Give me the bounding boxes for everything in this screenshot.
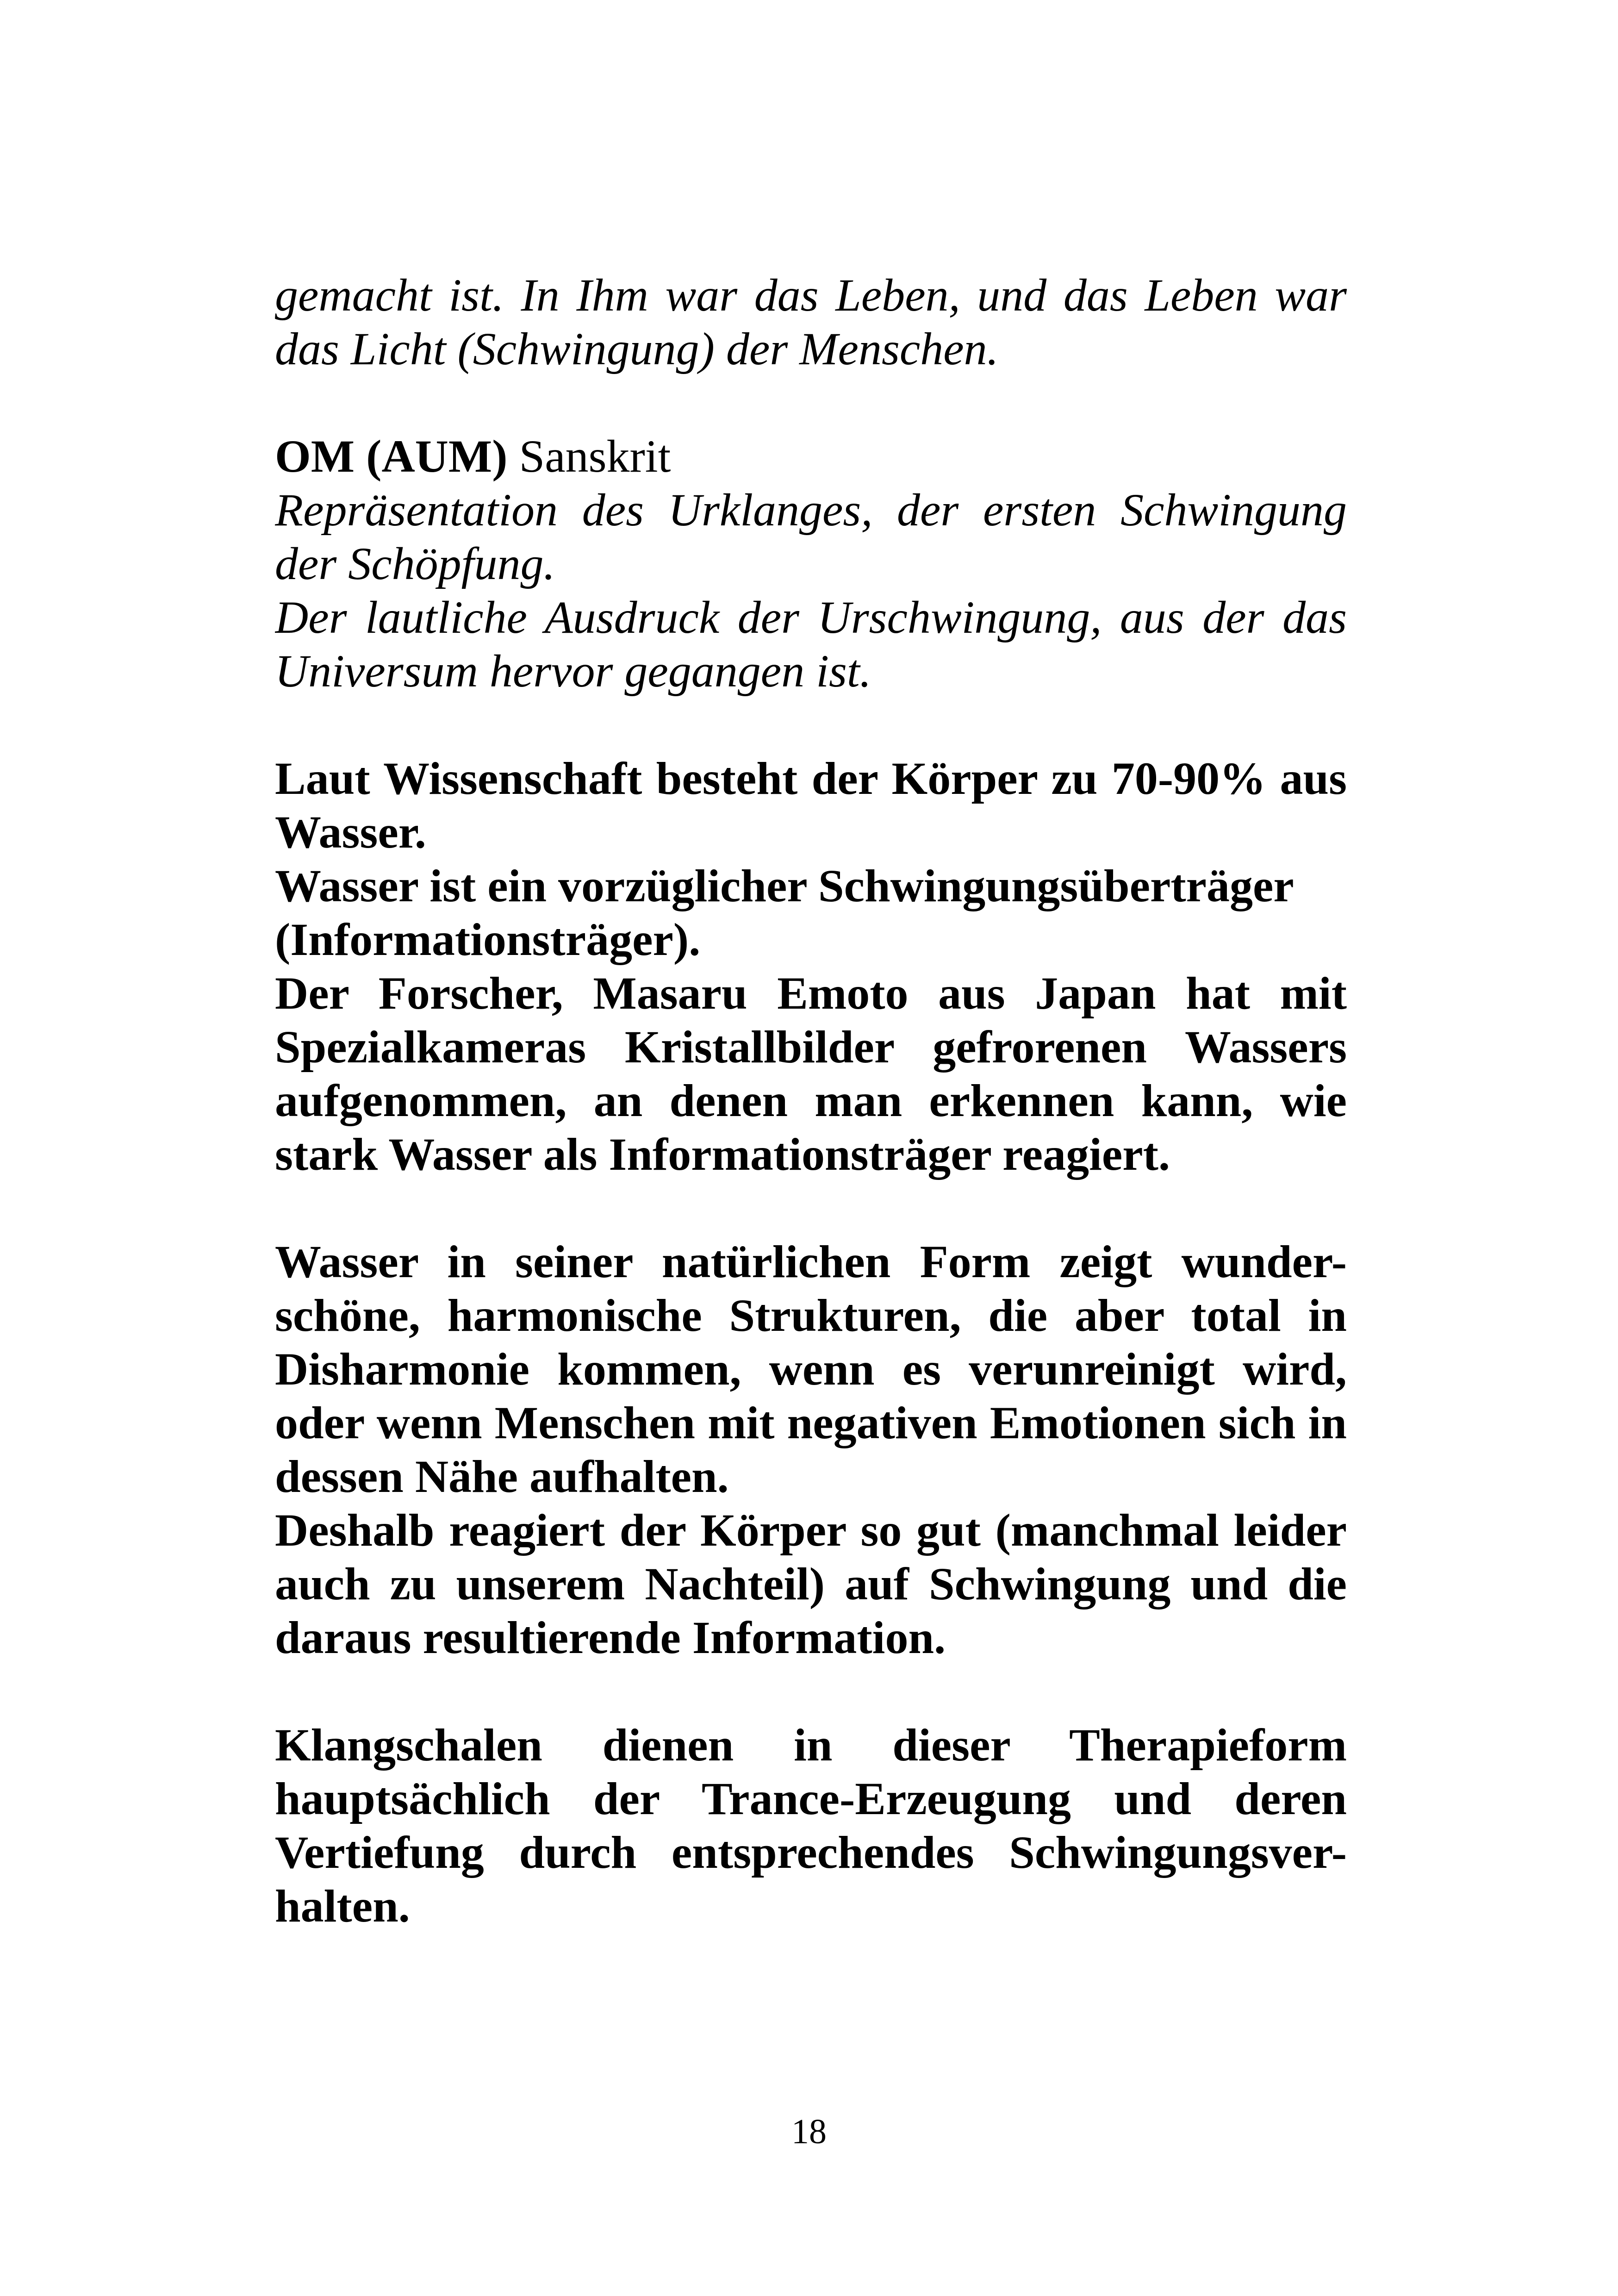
text-line: Laut Wissenschaft besteht der Körper zu 70-90% aus bbox=[275, 753, 1347, 804]
text-line: Repräsentation des Urklanges, der ersten Schwingung bbox=[275, 484, 1347, 536]
paragraph-singing-bowls bbox=[275, 1718, 1347, 1933]
text-line: halten. bbox=[275, 1880, 410, 1932]
text-line: Der lautliche Ausdruck der Urschwingung, aus der das bbox=[275, 592, 1347, 643]
paragraph-gap bbox=[275, 376, 1347, 430]
paragraph-water-structures bbox=[275, 1235, 1347, 1665]
om-heading-bold: OM (AUM) bbox=[275, 430, 508, 482]
om-heading bbox=[275, 430, 1347, 483]
text-line: aufgenommen, an denen man erkennen kann, wie bbox=[275, 1075, 1347, 1126]
paragraph-om-definition bbox=[275, 483, 1347, 698]
text-line: Spezialkameras Kristallbilder gefrorenen Wassers bbox=[275, 1021, 1347, 1073]
paragraph-gap bbox=[275, 1181, 1347, 1235]
text-line: Vertiefung durch entsprechendes Schwingungsver- bbox=[275, 1827, 1347, 1878]
text-line: der Schöpfung. bbox=[275, 538, 555, 589]
text-line: gemacht ist. In Ihm war das Leben, und das Leben war bbox=[275, 269, 1347, 321]
text-line: Universum hervor gegangen ist. bbox=[275, 645, 871, 697]
text-line: Disharmonie kommen, wenn es verunreinigt wird, bbox=[275, 1343, 1347, 1395]
paragraph-john-quote bbox=[275, 268, 1347, 376]
text-line: schöne, harmonische Strukturen, die aber total in bbox=[275, 1290, 1347, 1341]
om-heading-normal: Sanskrit bbox=[507, 430, 671, 482]
text-line: oder wenn Menschen mit negativen Emotionen sich in bbox=[275, 1397, 1347, 1448]
text-line: Der Forscher, Masaru Emoto aus Japan hat mit bbox=[275, 967, 1347, 1019]
text-line: (Informationsträger). bbox=[275, 914, 701, 965]
text-line: Deshalb reagiert der Körper so gut (manchmal leider bbox=[275, 1504, 1347, 1556]
text-line: Wasser in seiner natürlichen Form zeigt wunder- bbox=[275, 1236, 1347, 1287]
text-line: stark Wasser als Informationsträger reagiert. bbox=[275, 1129, 1170, 1180]
text-line: Wasser ist ein vorzüglicher Schwingungsüberträger bbox=[275, 860, 1294, 911]
text-line: Klangschalen dienen in dieser Therapieform bbox=[275, 1719, 1347, 1771]
text-line: hauptsächlich der Trance-Erzeugung und deren bbox=[275, 1773, 1347, 1824]
page-content bbox=[275, 268, 1347, 1933]
text-line: das Licht (Schwingung) der Menschen. bbox=[275, 323, 999, 374]
text-line: daraus resultierende Information. bbox=[275, 1612, 946, 1663]
paragraph-water-science bbox=[275, 752, 1347, 1181]
text-line: auch zu unserem Nachteil) auf Schwingung und die bbox=[275, 1558, 1347, 1610]
paragraph-gap bbox=[275, 1665, 1347, 1718]
paragraph-gap bbox=[275, 698, 1347, 752]
text-line: Wasser. bbox=[275, 806, 426, 858]
page-number: 18 bbox=[791, 2112, 827, 2151]
text-line: dessen Nähe aufhalten. bbox=[275, 1451, 729, 1502]
